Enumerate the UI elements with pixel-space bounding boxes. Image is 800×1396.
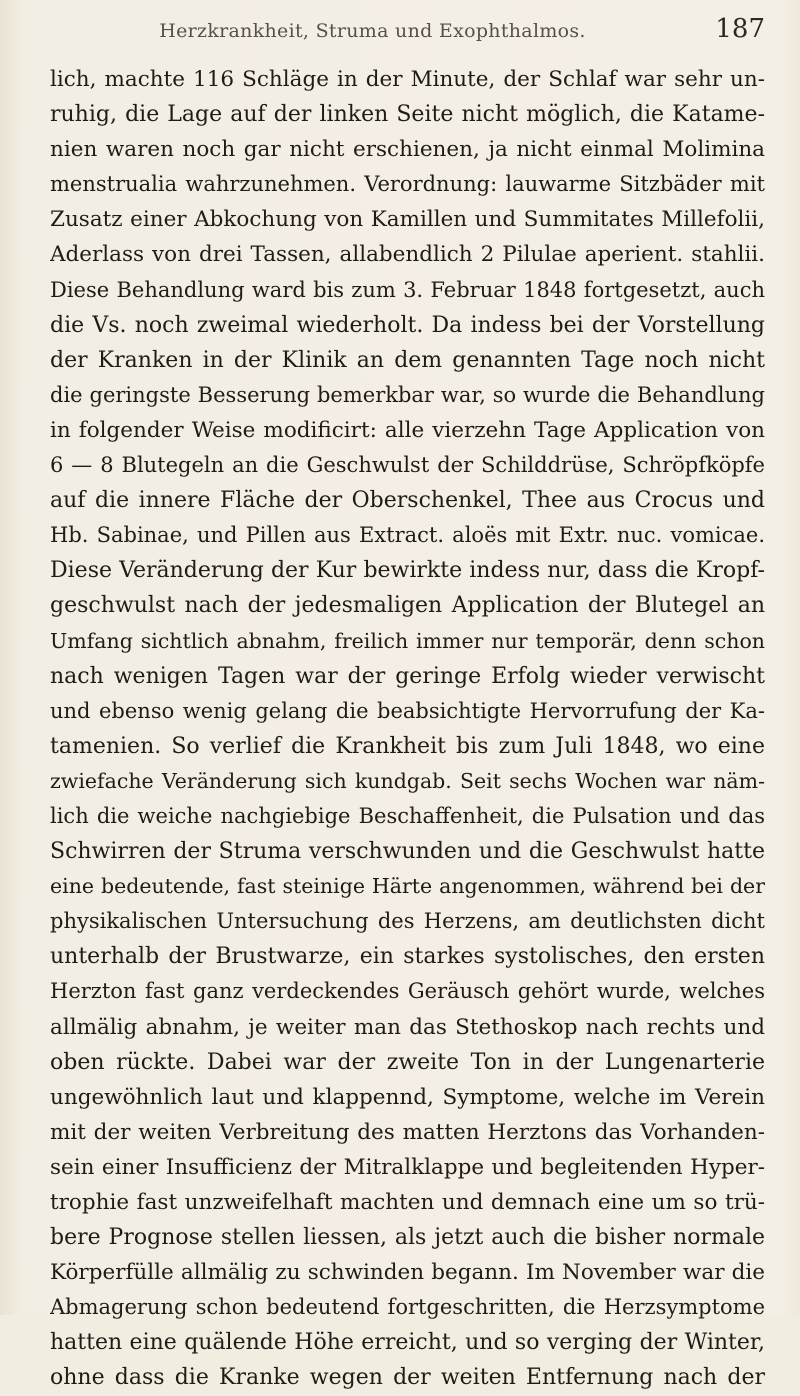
text-line: tamenien. So verlief die Krankheit bis zum Juli 1848, wo eine [50, 733, 765, 759]
text-line: oben rückte. Dabei war der zweite Ton in der Lungenarterie [50, 1049, 765, 1075]
text-line: die Vs. noch zweimal wiederholt. Da indess bei der Vorstellung [50, 312, 765, 338]
page-header [50, 12, 765, 52]
text-line: die geringste Besserung bemerkbar war, so wurde die Behandlung [50, 382, 765, 407]
text-line: der Kranken in der Klinik an dem genannten Tage noch nicht [50, 347, 765, 373]
text-line: lich, machte 116 Schläge in der Minute, der Schlaf war sehr un- [50, 67, 765, 92]
text-line: eine bedeutende, fast steinige Härte angenommen, während bei der [50, 874, 765, 899]
text-line: trophie fast unzweifelhaft machten und demnach eine um so trü- [50, 1190, 765, 1215]
text-line: lich die weiche nachgiebige Beschaffenheit, die Pulsation und das [50, 803, 765, 828]
text-line: und ebenso wenig gelang die beabsichtigte Hervorrufung der Ka- [50, 698, 765, 723]
text-line: Abmagerung schon bedeutend fortgeschritten, die Herzsymptome [50, 1295, 765, 1320]
text-line: nien waren noch gar nicht erschienen, ja nicht einmal Molimina [50, 137, 765, 163]
page-number: 187 [715, 14, 765, 44]
text-line: physikalischen Untersuchung des Herzens, am deutlichsten dicht [50, 909, 765, 934]
text-line: in folgender Weise modificirt: alle vierzehn Tage Application von [50, 417, 765, 443]
text-line: hatten eine quälende Höhe erreicht, und so verging der Winter, [50, 1330, 765, 1356]
text-line: geschwulst nach der jedesmaligen Application der Blutegel an [50, 593, 765, 619]
text-line: sein einer Insufficienz der Mitralklappe und begleitenden Hyper- [50, 1154, 765, 1180]
text-line: nach wenigen Tagen war der geringe Erfolg wieder verwischt [50, 663, 765, 689]
text-line: unterhalb der Brustwarze, ein starkes systolisches, den ersten [50, 944, 765, 970]
body-text [50, 62, 765, 1396]
text-line: Umfang sichtlich abnahm, freilich immer nur temporär, denn schon [50, 628, 765, 653]
text-line: ruhig, die Lage auf der linken Seite nicht möglich, die Katame- [50, 102, 765, 128]
text-line: Diese Behandlung ward bis zum 3. Februar 1848 fortgesetzt, auch [50, 277, 765, 302]
text-line: mit der weiten Verbreitung des matten Herztons das Vorhanden- [50, 1119, 765, 1145]
text-line: Diese Veränderung der Kur bewirkte indess nur, dass die Kropf- [50, 558, 765, 584]
text-line: auf die innere Fläche der Oberschenkel, Thee aus Crocus und [50, 488, 765, 514]
text-line: Aderlass von drei Tassen, allabendlich 2 Pilulae aperient. stahlii. [50, 242, 765, 268]
text-line: Herzton fast ganz verdeckendes Geräusch gehört wurde, welches [50, 979, 765, 1004]
text-line: 6 — 8 Blutegeln an die Geschwulst der Schilddrüse, Schröpfköpfe [50, 453, 765, 478]
text-line: Körperfülle allmälig zu schwinden begann. Im November war die [50, 1260, 765, 1286]
text-line: allmälig abnahm, je weiter man das Stethoskop nach rechts und [50, 1014, 765, 1040]
running-title: Herzkrankheit, Struma und Exophthalmos. [159, 20, 586, 42]
text-line: Hb. Sabinae, und Pillen aus Extract. aloës mit Extr. nuc. vomicae. [50, 523, 765, 548]
text-line: bere Prognose stellen liessen, als jetzt auch die bisher normale [50, 1225, 765, 1251]
text-line: Schwirren der Struma verschwunden und die Geschwulst hatte [50, 839, 765, 865]
text-line: ohne dass die Kranke wegen der weiten Entfernung nach der [50, 1365, 765, 1391]
text-line: ungewöhnlich laut und klappennd, Symptome, welche im Verein [50, 1084, 765, 1110]
text-line: Zusatz einer Abkochung von Kamillen und Summitates Millefolii, [50, 207, 765, 233]
text-line: zwiefache Veränderung sich kundgab. Seit sechs Wochen war näm- [50, 768, 765, 793]
text-line: menstrualia wahrzunehmen. Verordnung: lauwarme Sitzbäder mit [50, 172, 765, 197]
